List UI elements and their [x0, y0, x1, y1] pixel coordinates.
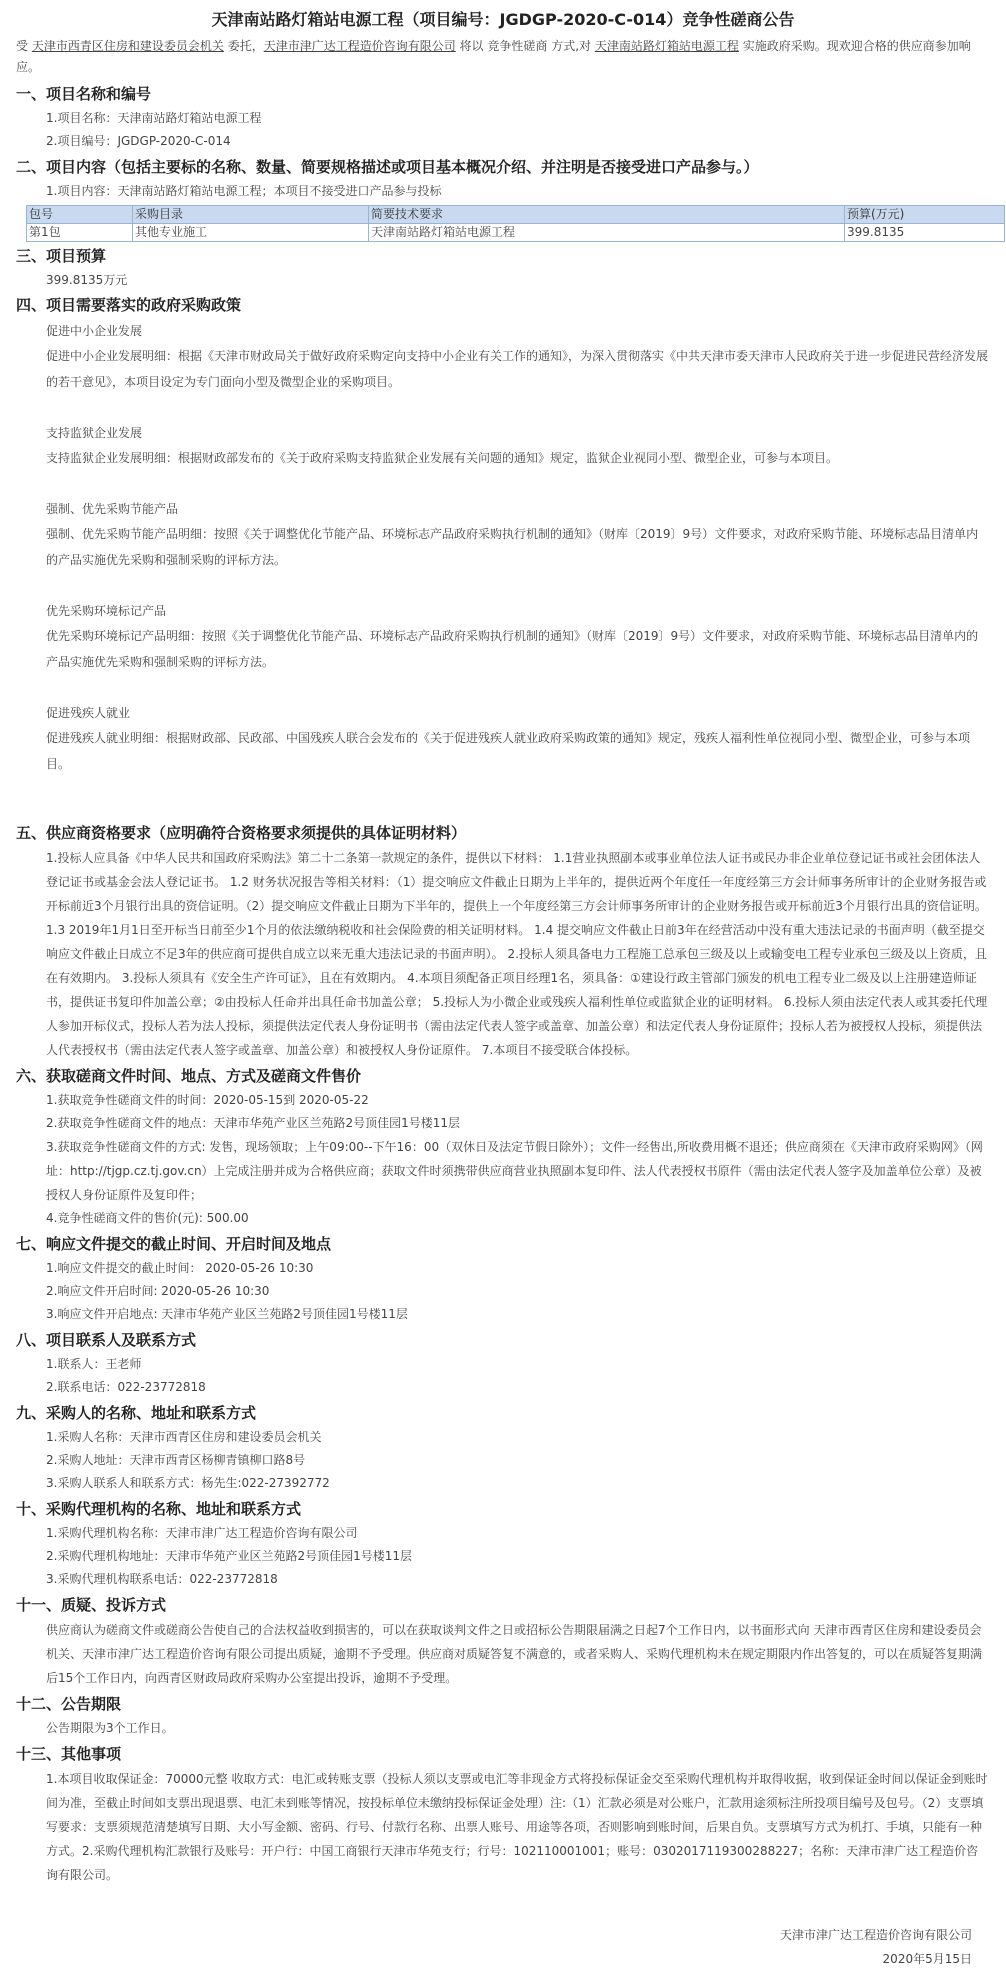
col-header-budget: 预算(万元): [845, 206, 1005, 224]
col-header-requirement: 简要技术要求: [369, 206, 845, 224]
notice-period: 公告期限为3个工作日。: [46, 1721, 174, 1735]
policy-desc: 优先采购环境标记产品明细：按照《关于调整优化节能产品、环境标志产品政府采购执行机制的通知》（财库〔2019〕9号）文件要求，对政府采购节能、环境标志品目清单内的产品实施优先采购和强制采购的评标方法。: [46, 629, 979, 669]
signature-date: 2020年5月15日: [882, 1952, 972, 1966]
package-table: [26, 205, 1005, 242]
purchaser-contact: 3.采购人联系人和联系方式：杨先生:022-27392772: [46, 1476, 330, 1490]
section-heading-13: 十三、其他事项: [16, 1745, 122, 1763]
section-heading-11: 十一、质疑、投诉方式: [16, 1596, 167, 1614]
contact-phone: 2.联系电话：022-23772818: [46, 1380, 206, 1394]
open-place: 3.响应文件开启地点: 天津市华苑产业区兰苑路2号顶佳园1号楼11层: [46, 1307, 408, 1321]
complaint-text: 供应商认为磋商文件或磋商公告使自己的合法权益收到损害的，可以在获取谈判文件之日或招标公告期限届满之日起7个工作日内，以书面形式向 天津市西青区住房和建设委员会机关、天津市津广达工程造价咨询有限公司提出质疑，逾期不予受理。供应商对质疑答复不满意的，或者采购人、采购代理机构未在规定期限内作出答复的，可以在质疑答复期满后15个工作日内，向西青区财政局政府采购办公室提出投诉，逾期不予受理。: [46, 1623, 983, 1685]
client-link[interactable]: 天津市西青区住房和建设委员会机关: [31, 39, 224, 53]
obtain-way: 3.获取竞争性磋商文件的方式: 发售，现场领取；上午09:00--下午16：00（双休日及法定节假日除外）；文件一经售出,所收费用概不退还；供应商须在《天津市政府采购网》（网址：http://tjgp.cz.tj.gov.cn）上完成注册并成为合格供应商；获取文件时须携带供应商营业执照副本复印件、法人代表授权书原件（需由法定代表人签字及加盖单位公章）及被授权人身份证原件及复印件；: [46, 1140, 983, 1202]
project-link[interactable]: 天津南站路灯箱站电源工程: [594, 39, 739, 53]
section-heading-3: 三、项目预算: [16, 247, 107, 265]
project-name: 1.项目名称：天津南站路灯箱站电源工程: [46, 111, 262, 125]
section-heading-1: 一、项目名称和编号: [16, 85, 152, 103]
section-heading-4: 四、项目需要落实的政府采购政策: [16, 296, 242, 314]
open-time: 2.响应文件开启时间: 2020-05-26 10:30: [46, 1284, 270, 1298]
policy-title: 强制、优先采购节能产品: [46, 502, 179, 516]
table-header-row: [27, 206, 1005, 224]
section-heading-5: 五、供应商资格要求（应明确符合资格要求须提供的具体证明材料）: [16, 824, 467, 842]
project-content: 1.项目内容：天津南站路灯箱站电源工程；本项目不接受进口产品参与投标: [46, 184, 442, 198]
page-title: 天津南站路灯箱站电源工程（项目编号：JGDGP-2020-C-014）竞争性磋商公告: [211, 10, 795, 29]
submit-deadline: 1.响应文件提交的截止时间： 2020-05-26 10:30: [46, 1261, 314, 1275]
section-heading-10: 十、采购代理机构的名称、地址和联系方式: [16, 1500, 302, 1518]
section-heading-7: 七、响应文件提交的截止时间、开启时间及地点: [16, 1235, 332, 1253]
obtain-place: 2.获取竞争性磋商文件的地点：天津市华苑产业区兰苑路2号顶佳园1号楼11层: [46, 1116, 460, 1130]
col-header-catalog: 采购目录: [133, 206, 369, 224]
section-heading-8: 八、项目联系人及联系方式: [16, 1331, 197, 1349]
purchaser-name: 1.采购人名称：天津市西青区住房和建设委员会机关: [46, 1430, 322, 1444]
cell-catalog: 其他专业施工: [133, 224, 369, 242]
spacer: [10, 777, 996, 819]
other-matters-text: 1.本项目收取保证金：70000元整 收取方式：电汇或转账支票（投标人须以支票或电汇等非现金方式将投标保证金交至采购代理机构并取得收据，收到保证金时间以保证金到账时间为准，至截止时间如支票出现退票、电汇未到账等情况，按投标单位未缴纳投标保证金处理）注:（1）汇款必须是对公账户，汇款用途须标注所投项目编号及包号。（2）支票填写要求：支票须规范清楚填写日期、大小写金额、密码、行号、付款行名称、出票人账号、用途等各项，否则影响到账时间，后果自负。支票填写方式为机打、手填，只能有一种方式。2.采购代理机构汇款银行及账号：开户行：中国工商银行天津市华苑支行；行号：102110001001；账号：0302017119300288227；名称：天津市津广达工程造价咨询有限公司。: [46, 1772, 988, 1882]
intro-text: 实施政府采购。现欢迎合格的供应商参加响应。: [16, 39, 971, 74]
policy-desc: 促进中小企业发展明细：根据《天津市财政局关于做好政府采购定向支持中小企业有关工作的通知》，为深入贯彻落实《中共天津市委天津市人民政府关于进一步促进民营经济发展的若干意见》，本项目设定为专门面向小型及微型企业的采购项目。: [46, 349, 989, 389]
policy-title: 促进残疾人就业: [46, 706, 131, 720]
intro-text: 委托，: [227, 39, 264, 53]
section-heading-6: 六、获取磋商文件时间、地点、方式及磋商文件售价: [16, 1067, 362, 1085]
intro-text: 方式,对: [551, 39, 592, 53]
agency-phone: 3.采购代理机构联系电话：022-23772818: [46, 1572, 278, 1586]
policy-desc: 强制、优先采购节能产品明细：按照《关于调整优化节能产品、环境标志产品政府采购执行机制的通知》（财库〔2019〕9号）文件要求，对政府采购节能、环境标志品目清单内的产品实施优先采购和强制采购的评标方法。: [46, 527, 979, 567]
purchaser-address: 2.采购人地址：天津市西青区杨柳青镇柳口路8号: [46, 1453, 306, 1467]
project-code: 2.项目编号：JGDGP-2020-C-014: [46, 134, 231, 148]
intro-paragraph: [16, 36, 990, 78]
cell-package: 第1包: [27, 224, 133, 242]
agency-name: 1.采购代理机构名称：天津市津广达工程造价咨询有限公司: [46, 1526, 358, 1540]
policy-title: 促进中小企业发展: [46, 324, 143, 338]
agency-address: 2.采购代理机构地址：天津市华苑产业区兰苑路2号顶佳园1号楼11层: [46, 1549, 412, 1563]
agency-link[interactable]: 天津市津广达工程造价咨询有限公司: [263, 39, 456, 53]
contact-person: 1.联系人：王老师: [46, 1357, 142, 1371]
signature-org: 天津市津广达工程造价咨询有限公司: [779, 1928, 972, 1942]
policy-desc: 支持监狱企业发展明细：根据财政部发布的《关于政府采购支持监狱企业发展有关问题的通知》规定，监狱企业视同小型、微型企业，可参与本项目。: [46, 451, 839, 465]
table-row: [27, 224, 1005, 242]
section-heading-2: 二、项目内容（包括主要标的名称、数量、简要规格描述或项目基本概况介绍、并注明是否接受进口产品参与。）: [16, 158, 759, 176]
cell-requirement: 天津南站路灯箱站电源工程: [369, 224, 845, 242]
qualification-text: 1.投标人应具备《中华人民共和国政府采购法》第二十二条第一款规定的条件，提供以下材料： 1.1营业执照副本或事业单位法人证书或民办非企业单位登记证书或社会团体法人登记证书或基金会法人登记证书。 1.2 财务状况报告等相关材料：（1）提交响应文件截止日期为上半年的，提供近两个年度任一年度经第三方会计师事务所审计的企业财务报告或开标前近3个月银行出具的资信证明。（2）提交响应文件截止日期为下半年的，提供上一个年度经第三方会计师事务所审计的企业财务报告或开标前近3个月银行出具的资信证明。 1.3 2019年1月1日至开标当日前至少1个月的依法缴纳税收和社会保险费的相关证明材料。 1.4 提交响应文件截止日前3年在经营活动中没有重大违法记录的书面声明（截至提交响应文件截止日成立不足3年的供应商可提供自成立以来无重大违法记录的书面声明）。 2.投标人须具备电力工程施工总承包三级及以上或输变电工程专业承包三级及以上资质，且在有效期内。 3.投标人须具有《安全生产许可证》，且在有效期内。 4.本项目须配备正项目经理1名，须具备：①建设行政主管部门颁发的机电工程专业二级及以上注册建造师证书，提供证书复印件加盖公章；②由投标人任命并出具任命书加盖公章； 5.投标人为小微企业或残疾人福利性单位或监狱企业的证明材料。 6.投标人须由法定代表人或其委托代理人参加开标仪式，投标人若为法人投标，须提供法定代表人身份证明书（需由法定代表人签字或盖章、加盖公章）和法定代表人身份证原件；投标人若为被授权人投标，须提供法人代表授权书（需由法定代表人签字或盖章、加盖公章）和被授权人身份证原件。 7.本项目不接受联合体投标。: [46, 851, 988, 1057]
intro-text: 将以: [459, 39, 484, 53]
policy-list: [46, 319, 988, 777]
signature-block: [780, 1923, 972, 1971]
budget-amount: 399.8135万元: [46, 273, 128, 287]
document-price: 4.竞争性磋商文件的售价(元): 500.00: [46, 1211, 249, 1225]
method-text: 竞争性磋商: [487, 39, 548, 53]
obtain-time: 1.获取竞争性磋商文件的时间：2020-05-15到 2020-05-22: [46, 1093, 369, 1107]
cell-budget: 399.8135: [845, 224, 1005, 242]
intro-text: 受: [16, 39, 29, 53]
section-heading-12: 十二、公告期限: [16, 1695, 122, 1713]
policy-desc: 促进残疾人就业明细：根据财政部、民政部、中国残疾人联合会发布的《关于促进残疾人就业政府采购政策的通知》规定，残疾人福利性单位视同小型、微型企业，可参与本项目。: [46, 731, 971, 771]
policy-title: 支持监狱企业发展: [46, 426, 143, 440]
section-heading-9: 九、采购人的名称、地址和联系方式: [16, 1404, 257, 1422]
policy-title: 优先采购环境标记产品: [46, 604, 167, 618]
col-header-package: 包号: [27, 206, 133, 224]
